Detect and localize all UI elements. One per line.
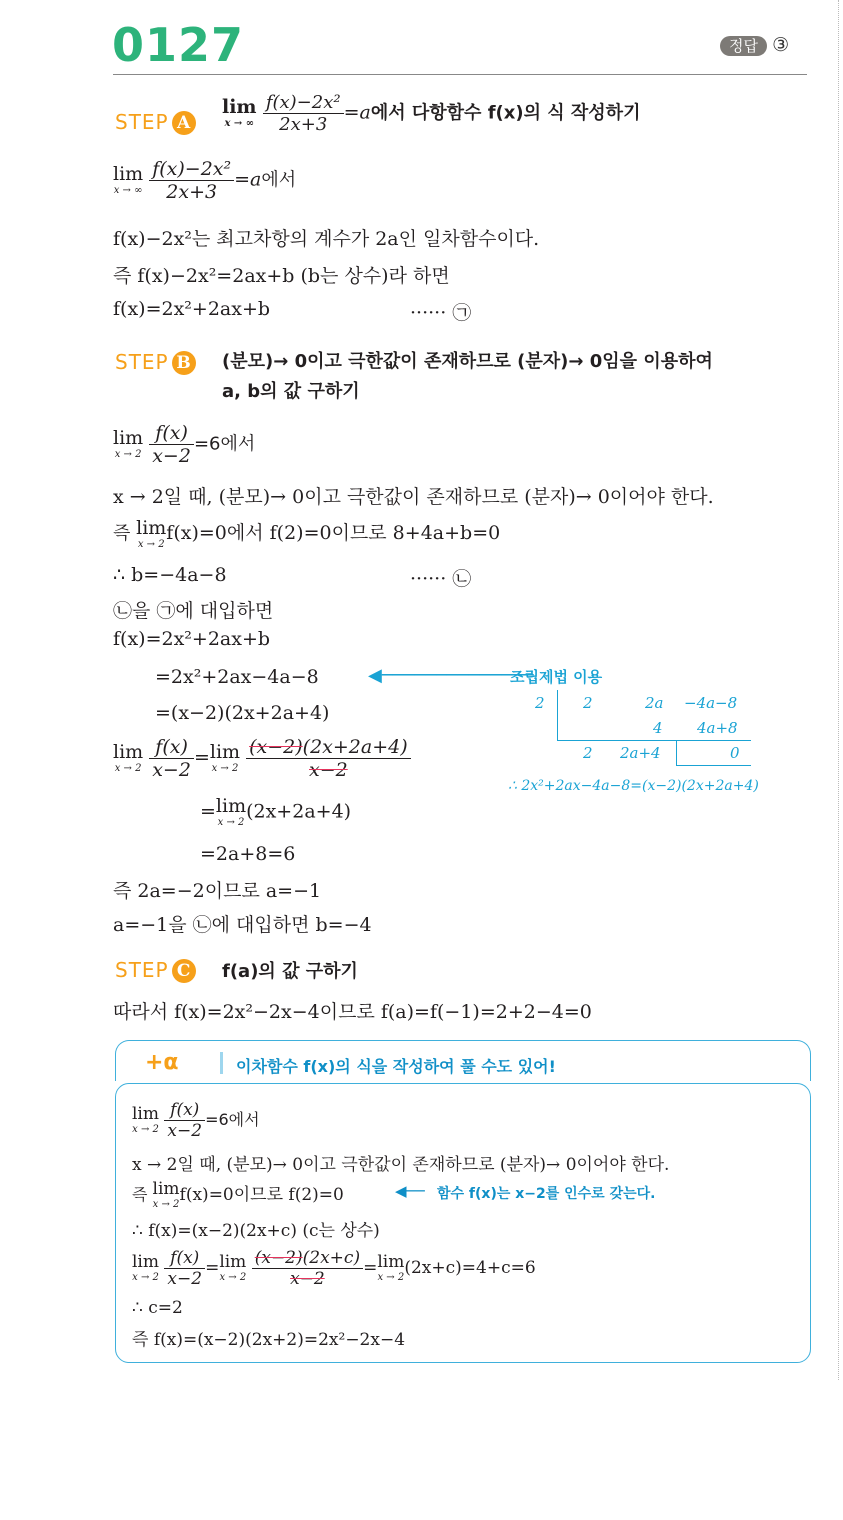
plus-line-5: lim x → 2 $\frac{f(x)}{x-2}$ = lim x → 2 $\frac{(x-2)(2x+c)}{x-2}$ = lim x → 2 (2x+c)=4+c=6	[132, 1248, 536, 1289]
eq-marker-1: ······ ㉠	[410, 302, 472, 324]
step-a-heading: lim x → ∞ $\frac{\text{f(x)−2x²}}{2x+3}$ =a에서 다항함수 f(x)의 식 작성하기	[222, 92, 641, 135]
plus-note: 함수 f(x)는 x−2를 인수로 갖는다.	[437, 1186, 656, 1202]
answer-value: ③	[772, 34, 790, 56]
plus-alpha-badge: +α	[145, 1050, 179, 1075]
division-cell: −4a−8	[684, 694, 738, 712]
margin-guide	[838, 0, 839, 1380]
eq-marker-2: ······ ㉡	[410, 568, 472, 590]
step-c-line: 따라서 f(x)=2x²−2x−4이므로 f(a)=f(−1)=2+2−4=0	[113, 1001, 592, 1023]
step-c-badge: C	[172, 959, 196, 983]
division-cell: 4	[653, 719, 663, 737]
step-b-limit: lim x → 2 $\frac{f(x)}{x-2}$ =6에서	[113, 422, 256, 467]
division-cell: 2a+4	[620, 744, 661, 762]
division-cell: 0	[730, 744, 740, 762]
plus-box-title: 이차함수 f(x)의 식을 작성하여 풀 수도 있어!	[236, 1057, 556, 1076]
synthetic-division-title: 조립제법 이용	[510, 668, 603, 686]
step-a-line-3: f(x)=2x²+2ax+b	[113, 298, 271, 320]
step-a-limit: lim x → ∞ $\frac{\text{f(x)−2x²}}{2x+3}$ =a에서	[113, 158, 297, 203]
step-b-line-10: =2a+8=6	[200, 843, 296, 865]
step-a-line-1: f(x)−2x²는 최고차항의 계수가 2a인 일차함수이다.	[113, 228, 540, 250]
division-cell: 4a+8	[697, 719, 738, 737]
answer-badge: 정답	[720, 36, 767, 56]
header-rule	[113, 74, 807, 75]
step-a-label: STEP A	[115, 110, 196, 135]
step-b-line-8: =(x−2)(2x+2a+4)	[155, 702, 330, 724]
arrow-left-icon: ◀──────────────	[368, 665, 534, 686]
step-b-heading-2: a, b의 값 구하기	[222, 381, 360, 402]
step-b-line-11: 즉 2a=−2이므로 a=−1	[113, 880, 322, 902]
division-cell: 2a	[645, 694, 664, 712]
step-b-heading-1: (분모)→ 0이고 극한값이 존재하므로 (분자)→ 0임을 이용하여	[222, 351, 713, 372]
plus-line-4: ∴ f(x)=(x−2)(2x+c) (c는 상수)	[132, 1221, 380, 1241]
step-a-badge: A	[172, 111, 196, 135]
step-b-line-3: ∴ b=−4a−8	[113, 564, 227, 586]
step-b-line-1: x → 2일 때, (분모)→ 0이고 극한값이 존재하므로 (분자)→ 0이어야 한다.	[113, 486, 714, 508]
step-c-heading: f(a)의 값 구하기	[222, 961, 358, 982]
step-b-line-5: ㉡을 ㉠에 대입하면	[113, 600, 274, 622]
step-b-line-7: =2x²+2ax−4a−8	[155, 666, 319, 688]
problem-number: 0127	[112, 18, 245, 72]
division-cell: 2	[583, 694, 593, 712]
step-a-line-2: 즉 f(x)−2x²=2ax+b (b는 상수)라 하면	[113, 265, 450, 287]
plus-line-6: ∴ c=2	[132, 1298, 183, 1318]
step-b-line-12: a=−1을 ㉡에 대입하면 b=−4	[113, 914, 372, 936]
divider	[220, 1052, 223, 1074]
arrow-left-icon: ◀──	[395, 1182, 425, 1200]
division-cell: 2	[535, 694, 545, 712]
answer-indicator	[720, 34, 789, 56]
plus-line-1: x → 2일 때, (분모)→ 0이고 극한값이 존재하므로 (분자)→ 0이어야 한다.	[132, 1155, 670, 1175]
step-b-line-6: f(x)=2x²+2ax+b	[113, 628, 271, 650]
step-b-limit-2: lim x → 2 $\frac{f(x)}{x-2}$ = lim x → 2 $\frac{(x-2)(2x+2a+4)}{x-2}$	[113, 736, 411, 781]
step-b-badge: B	[172, 351, 196, 375]
step-c-label: STEP C	[115, 958, 196, 983]
step-b-line-2: 즉 lim x → 2 f(x)=0에서 f(2)=0이므로 8+4a+b=0	[113, 516, 501, 550]
plus-line-2: 즉 lim x → 2 f(x)=0이므로 f(2)=0	[132, 1179, 344, 1210]
step-b-label: STEP B	[115, 350, 196, 375]
plus-line-0: lim x → 2 $\frac{f(x)}{x-2}$ =6에서	[132, 1100, 260, 1141]
step-b-line-9: = lim x → 2 (2x+2a+4)	[200, 795, 352, 828]
division-conclusion: ∴ 2x²+2ax−4a−8=(x−2)(2x+2a+4)	[508, 778, 759, 794]
plus-line-7: 즉 f(x)=(x−2)(2x+2)=2x²−2x−4	[132, 1330, 406, 1350]
division-cell: 2	[583, 744, 593, 762]
